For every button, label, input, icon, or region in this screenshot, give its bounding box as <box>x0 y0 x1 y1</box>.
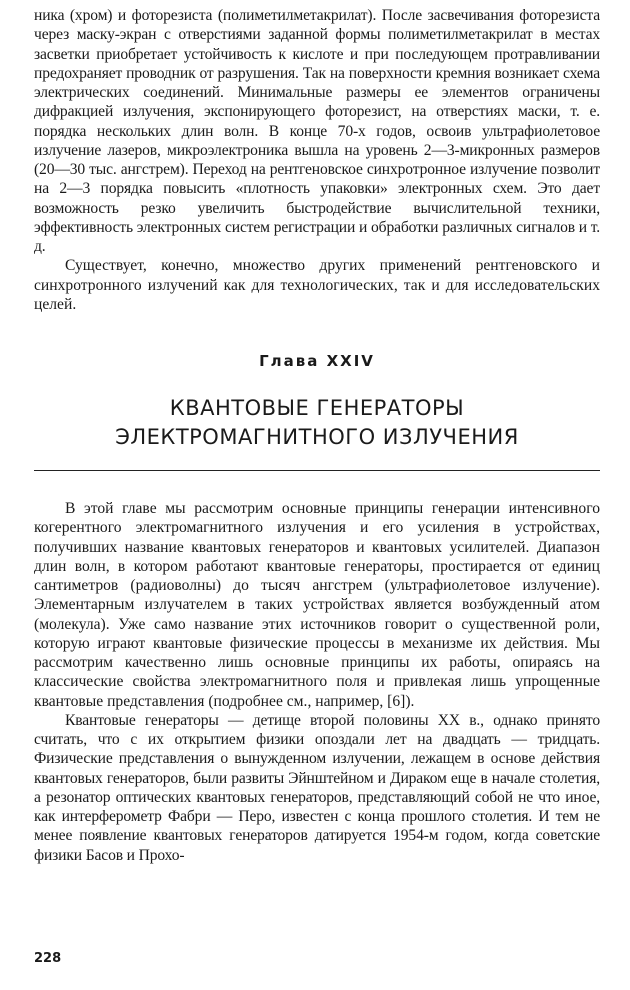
top-paragraph-2: Существует, конечно, множество других применений рентгеновского и синхротронного излучений как для технологических, так и для исследовательских целей. <box>34 257 600 313</box>
top-paragraph-continued: ника (хром) и фоторезиста (полиметилметакрилат). После засвечивания фоторезиста через маску-экран с отверстиями заданной формы полиметилметакрилат в местах засветки приобретает устойчивость к кислоте и при последующем протравливании предохраняет проводник от разрушения. Так на поверхности кремния возникает схема электрических соединений. Минимальные размеры ее элементов ограничены дифракцией излучения, экспонирующего фоторезист, на отверстиях маски, т. е. порядка нескольких длин волн. В конце 70-х годов, освоив ультрафиолетовое излучение лазеров, микроэлектроника вышла на уровень 2—3-микронных размеров (20—30 тыс. ангстрем). Переход на рентгеновское синхротронное излучение позволит на 2—3 порядка повысить «плотность упаковки» электронных схем. Это дает возможность резко увеличить быстродействие вычислительной техники, эффективность электронных систем регистрации и обработки различных сигналов и т. д. <box>34 7 600 255</box>
chapter-label: Глава XXIV <box>259 352 375 370</box>
page-content <box>34 6 600 865</box>
chapter-title-line-1: КВАНТОВЫЕ ГЕНЕРАТОРЫ <box>169 396 465 420</box>
chapter-title <box>34 394 600 452</box>
chapter-title-line-2: ЭЛЕКТРОМАГНИТНОГО ИЗЛУЧЕНИЯ <box>115 425 519 449</box>
page-number: 228 <box>34 951 62 966</box>
body-paragraph-2: Квантовые генераторы — детище второй половины XX в., однако принято считать, что с их открытием физики опоздали лет на двадцать — тридцать. Физические представления о вынужденном излучении, лежащем в основе действия квантовых генераторов, были развиты Эйнштейном и Дираком еще в начале столетия, а резонатор оптических квантовых генераторов, представляющий собой не что иное, как интерферометр Фабри — Перо, известен с конца прошлого столетия. И тем не менее появление квантовых генераторов датируется 1954-м годом, когда советские физики Басов и Прохо- <box>34 711 600 864</box>
body-paragraph-1: В этой главе мы рассмотрим основные принципы генерации интенсивного когерентного электромагнитного излучения и его усиления в устройствах, получивших название квантовых генераторов и квантовых усилителей. Диапазон длин волн, в котором работают квантовые генераторы, простирается от единиц сантиметров (радиоволны) до тысяч ангстрем (ультрафиолетовое излучение). Элементарным излучателем в таких устройствах является возбужденный атом (молекула). Уже само название этих источников говорит о существенной роли, которую играют квантовые физические процессы в механизме их действия. Мы рассмотрим качественно лишь основные принципы их работы, опираясь на классические свойства электромагнитного поля и привлекая лишь упрощенные квантовые представления (подробнее см., например, [6]). <box>34 500 600 710</box>
